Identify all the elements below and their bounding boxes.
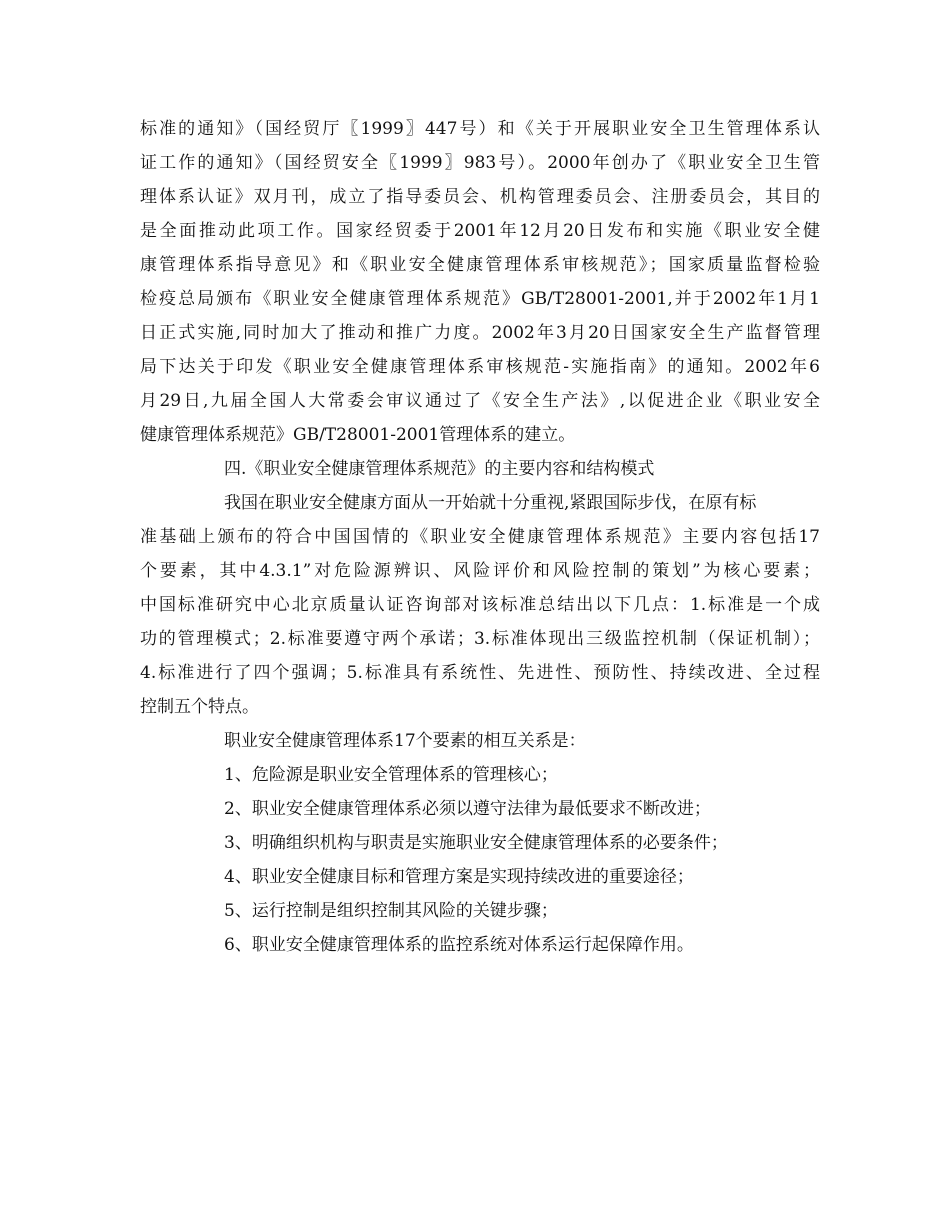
paragraph-line: 月29日,九届全国人大常委会审议通过了《安全生产法》,以促进企业《职业安全 bbox=[140, 391, 820, 411]
paragraph-line: 是全面推动此项工作。国家经贸委于2001年12月20日发布和实施《职业安全健 bbox=[140, 221, 820, 241]
paragraph-line: 个要素，其中4.3.1”对危险源辨识、风险评价和风险控制的策划”为核心要素； bbox=[140, 561, 820, 581]
paragraph-line: 中国标准研究中心北京质量认证咨询部对该标准总结出以下几点：1.标准是一个成 bbox=[140, 595, 820, 615]
section-heading: 四.《职业安全健康管理体系规范》的主要内容和结构模式 bbox=[224, 459, 655, 479]
paragraph-line: 控制五个特点。 bbox=[140, 697, 259, 717]
list-item: 5、运行控制是组织控制其风险的关键步骤； bbox=[224, 901, 558, 921]
paragraph-line: 标准的通知》（国经贸厅〖1999〗447号）和《关于开展职业安全卫生管理体系认 bbox=[140, 119, 820, 139]
list-item: 6、职业安全健康管理体系的监控系统对体系运行起保障作用。 bbox=[224, 935, 694, 955]
list-intro: 职业安全健康管理体系17个要素的相互关系是： bbox=[224, 731, 586, 751]
paragraph-line: 日正式实施,同时加大了推动和推广力度。2002年3月20日国家安全生产监督管理 bbox=[140, 323, 820, 343]
paragraph-line: 4.标准进行了四个强调；5.标准具有系统性、先进性、预防性、持续改进、全过程 bbox=[140, 663, 820, 683]
paragraph-line: 我国在职业安全健康方面从一开始就十分重视,紧跟国际步伐，在原有标 bbox=[224, 493, 757, 513]
paragraph-line: 准基础上颁布的符合中国国情的《职业安全健康管理体系规范》主要内容包括17 bbox=[140, 527, 820, 547]
paragraph-line: 康管理体系指导意见》和《职业安全健康管理体系审核规范》；国家质量监督检验 bbox=[140, 255, 820, 275]
paragraph-line: 理体系认证》双月刊，成立了指导委员会、机构管理委员会、注册委员会，其目的 bbox=[140, 187, 820, 207]
list-item: 3、明确组织机构与职责是实施职业安全健康管理体系的必要条件； bbox=[224, 833, 728, 853]
paragraph-line: 健康管理体系规范》GB/T28001-2001管理体系的建立。 bbox=[140, 425, 576, 445]
list-item: 1、危险源是职业安全管理体系的管理核心； bbox=[224, 765, 558, 785]
paragraph-line: 检疫总局颁布《职业安全健康管理体系规范》GB/T28001-2001,并于2002年1月1 bbox=[140, 289, 820, 309]
paragraph-line: 证工作的通知》（国经贸安全〖1999〗983号）。2000年创办了《职业安全卫生管 bbox=[140, 153, 820, 173]
paragraph-line: 局下达关于印发《职业安全健康管理体系审核规范-实施指南》的通知。2002年6 bbox=[140, 357, 820, 377]
list-item: 4、职业安全健康目标和管理方案是实现持续改进的重要途径； bbox=[224, 867, 694, 887]
paragraph-line: 功的管理模式；2.标准要遵守两个承诺；3.标准体现出三级监控机制（保证机制）； bbox=[140, 629, 820, 649]
list-item: 2、职业安全健康管理体系必须以遵守法律为最低要求不断改进； bbox=[224, 799, 711, 819]
